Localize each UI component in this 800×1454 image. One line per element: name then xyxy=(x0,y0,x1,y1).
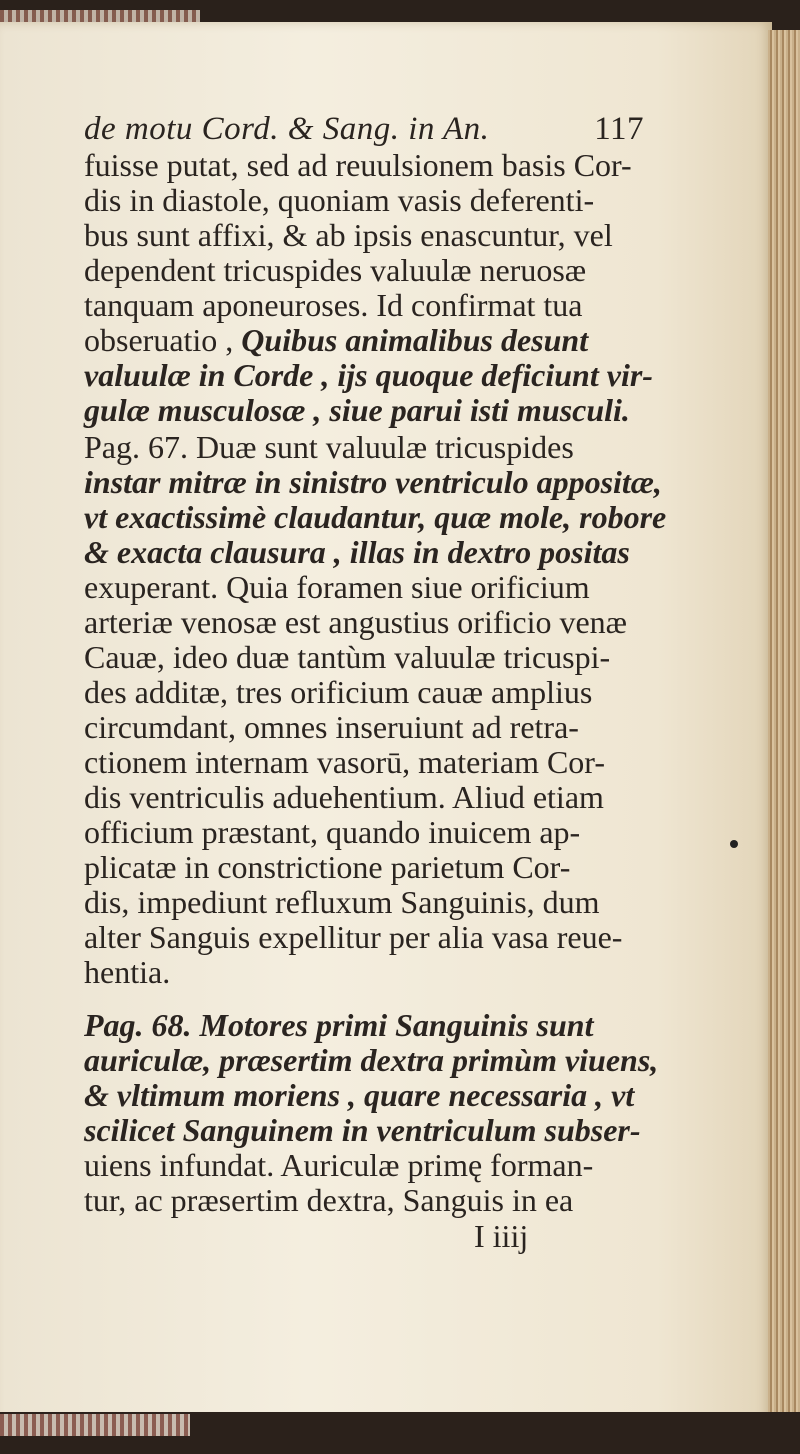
text-line: plicatæ in constrictione parietum Cor- xyxy=(84,849,571,885)
text-line: alter Sanguis expellitur per alia vasa reue- xyxy=(84,919,623,955)
text-line xyxy=(84,323,654,357)
text-line: hentia. xyxy=(84,954,171,990)
text-line: Pag. 67. Duæ sunt valuulæ tricuspides xyxy=(84,429,574,465)
text-line: arteriæ venosæ est angustius orificio venæ xyxy=(84,604,628,640)
text-line: circumdant, omnes inseruiunt ad retra- xyxy=(84,709,579,745)
text-line: valuulæ in Corde , ijs quoque deficiunt vir- xyxy=(84,357,653,393)
text-line: dependent tricuspides valuulæ neruosæ xyxy=(84,252,587,288)
text-segment: obseruatio , xyxy=(84,322,242,358)
page-number: 117 xyxy=(594,111,644,147)
text-line: Pag. 68. Motores primi Sanguinis sunt xyxy=(84,1007,594,1043)
text-line: exuperant. Quia foramen siue orificium xyxy=(84,569,590,605)
running-head: de motu Cord. & Sang. in An. xyxy=(84,111,490,147)
text-line: vt exactissimè claudantur, quæ mole, robore xyxy=(84,499,667,535)
signature-mark: I iiij xyxy=(474,1218,529,1254)
running-head-line xyxy=(84,112,654,146)
text-line: uiens infundat. Auriculæ primę forman- xyxy=(84,1147,594,1183)
text-line: auriculæ, præsertim dextra primùm viuens, xyxy=(84,1042,659,1078)
bottom-binding-cloth xyxy=(0,1412,800,1454)
text-line: instar mitræ in sinistro ventriculo appositæ, xyxy=(84,464,662,500)
text-line: tanquam aponeuroses. Id confirmat tua xyxy=(84,287,583,323)
text-line: & vltimum moriens , quare necessaria , vt xyxy=(84,1077,635,1113)
text-line: & exacta clausura , illas in dextro positas xyxy=(84,534,630,570)
page-edge xyxy=(768,30,800,1420)
text-line: Cauæ, ideo duæ tantùm valuulæ tricuspi- xyxy=(84,639,611,675)
text-line: tur, ac præsertim dextra, Sanguis in ea xyxy=(84,1182,574,1218)
italic-segment: Quibus animalibus desunt xyxy=(241,322,589,358)
ink-dot xyxy=(730,840,738,848)
text-line: ctionem internam vasorū, materiam Cor- xyxy=(84,744,605,780)
text-line: dis, impediunt refluxum Sanguinis, dum xyxy=(84,884,600,920)
text-line: des additæ, tres orificium cauæ amplius xyxy=(84,674,593,710)
text-line: dis in diastole, quoniam vasis deferenti- xyxy=(84,182,595,218)
text-line: fuisse putat, sed ad reuulsionem basis Cor- xyxy=(84,147,632,183)
text-line: gulæ musculosæ , siue parui isti musculi. xyxy=(84,392,630,428)
text-line: officium præstant, quando inuicem ap- xyxy=(84,814,581,850)
text-line: bus sunt affixi, & ab ipsis enascuntur, vel xyxy=(84,217,613,253)
text-line: dis ventriculis aduehentium. Aliud etiam xyxy=(84,779,604,815)
text-line: scilicet Sanguinem in ventriculum subser- xyxy=(84,1112,641,1148)
bottom-binding-weave xyxy=(0,1414,190,1436)
